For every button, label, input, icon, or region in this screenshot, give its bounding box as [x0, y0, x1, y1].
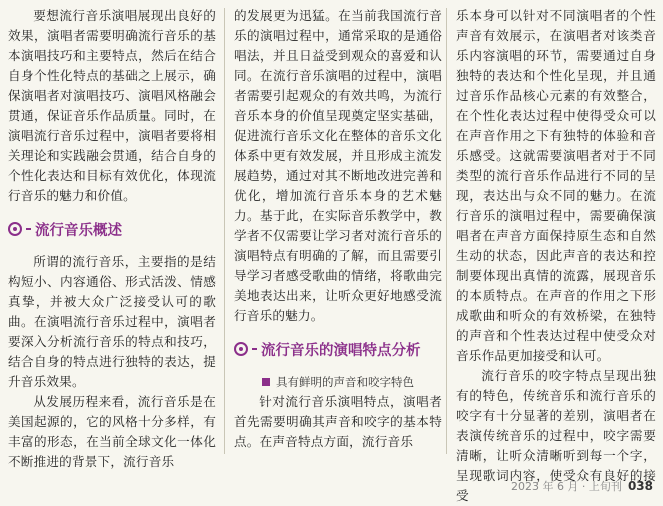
column-2: [234, 6, 442, 452]
column-3: [456, 6, 656, 506]
column-1: [8, 6, 216, 472]
section-bullet-icon: [234, 342, 248, 356]
section-heading: [234, 338, 442, 360]
paragraph: 针对流行音乐演唱特点，演唱者首先需要明确其声音和咬字的基本特点。在声音特点方面，流行音乐: [234, 394, 442, 449]
paragraph: 的发展更为迅猛。在当前我国流行音乐的演唱过程中，通常采取的是通俗唱法，并且日益受到观众的喜爱和认同。在流行音乐演唱的过程中，演唱者需要引起观众的有效共鸣，为流行音乐本身的价值呈现奠定坚实基础，促进流行音乐文化在整体的音乐文化体系中更有效发展，并且形成主流发展趋势，通过对其不断地改进完善和优化，增加流行音乐本身的艺术魅力。基于此，在实际音乐教学中，教学者不仅需要让学习者对流行音乐的演唱特点有明确的了解，而且需要引导学习者感受歌曲的情绪，将歌曲完美地表达出来，让听众更好地感受流行音乐的魅力。: [234, 8, 442, 323]
issue-date: 2023 年 6 月 · 上旬刊: [510, 480, 622, 493]
paragraph: 乐本身可以针对不同演唱者的个性声音有效展示，在演唱者对该类音乐内容演唱的环节，需要通过自身独特的表达和个性化呈现，并且通过音乐作品核心元素的有效整合，在个性化表达过程中使得受众可以在声音作用之下有独特的体验和音乐感受。这就需要演唱者对于不同类型的流行音乐作品进行不同的呈现，表达出与众不同的魅力。在流行音乐的演唱过程中，需要确保演唱者在声音方面保持原生态和自然生动的状态，因此声音的表达和控制要体现出真情的流露，展现音乐的本质特点。在声音的作用之下形成歌曲和听众的有效桥梁，在独特的声音和个性表达过程中使受众对音乐作品更加接受和认可。: [456, 8, 656, 363]
column-divider: [446, 8, 447, 454]
section-title: 流行音乐的演唱特点分析: [261, 342, 421, 359]
dash-icon: [252, 348, 257, 350]
paragraph: 所谓的流行音乐，主要指的是结构短小、内容通俗、形式活泼、情感真挚，并被大众广泛接受认可的歌曲。在演唱流行音乐过程中，演唱者要深入分析流行音乐的特点和技巧，结合自身的特点进行独特的表达，提升音乐效果。: [8, 254, 216, 389]
section-bullet-icon: [8, 222, 22, 236]
page-number: 038: [627, 479, 653, 493]
paragraph: 从发展历程来看，流行音乐是在美国起源的，它的风格十分多样，有丰富的形态，在当前全球文化一体化不断推进的背景下，流行音乐: [8, 394, 216, 469]
square-bullet-icon: [262, 378, 270, 386]
subsection-heading: [234, 372, 442, 392]
dash-icon: [26, 228, 31, 230]
section-title: 流行音乐概述: [35, 222, 122, 239]
subsection-title: 具有鲜明的声音和咬字特色: [276, 375, 414, 389]
paragraph: 要想流行音乐演唱展现出良好的效果，演唱者需要明确流行音乐的基本演唱技巧和主要特点，然后在结合自身个性化特点的基础之上展示，确保演唱者对演唱技巧、演唱风格融会贯通，保证音乐作品质量。同时，在演唱流行音乐过程中，演唱者要将相关理论和实践融会贯通，结合自身的个性化表达和目标有效优化，体现流行音乐的魅力和价值。: [8, 8, 216, 203]
column-divider: [224, 8, 225, 454]
page-footer: [511, 478, 653, 494]
paragraph: 流行音乐的咬字特点呈现出独有的特色，传统音乐和流行音乐的咬字有十分显著的差别，演唱者在表演传统音乐的过程中，咬字需要清晰，让听众清晰听到每一个字，呈现歌词内容，使受众有良好的接受: [456, 368, 656, 503]
section-heading: [8, 218, 216, 240]
